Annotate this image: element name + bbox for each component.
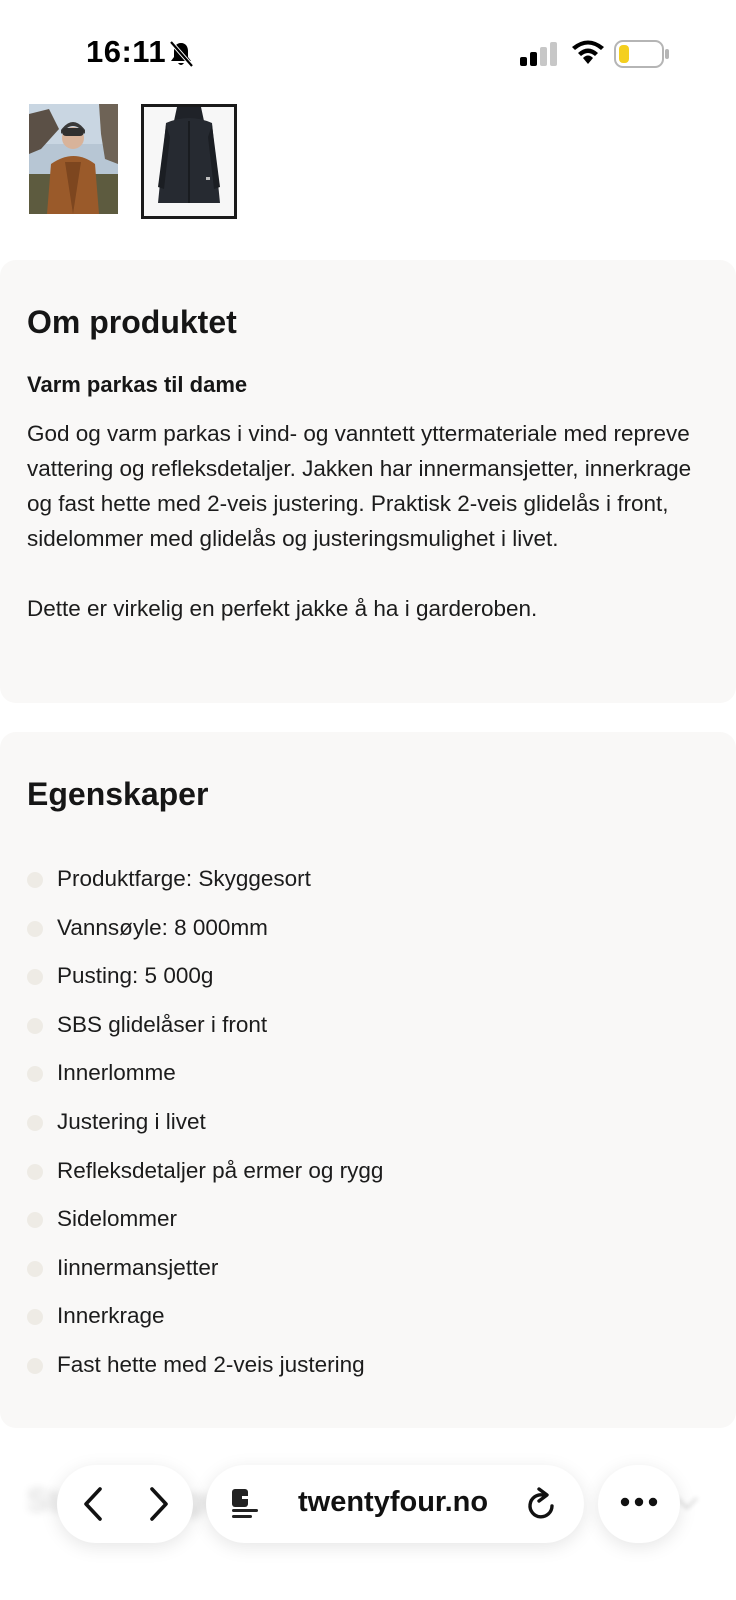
about-paragraph: Dette er virkelig en perfekt jakke å ha i garderoben.: [27, 596, 538, 621]
url-text[interactable]: twentyfour.no: [298, 1486, 489, 1518]
about-title: Om produktet: [27, 304, 237, 340]
bell-slash-icon: [168, 40, 194, 68]
more-icon[interactable]: [620, 1495, 658, 1509]
feature-text: Vannsøyle: 8 000mm: [57, 914, 268, 940]
reload-icon[interactable]: [524, 1485, 560, 1523]
black-parka-image: [144, 107, 234, 216]
feature-item: [27, 1252, 707, 1301]
bullet-icon: [27, 872, 43, 888]
about-paragraph: God og varm parkas i vind- og vanntett yttermateriale med repreve vattering og refleksdetaljer. Jakken har innermansjetter, innerkrage og fast hette med 2-veis justering. Praktisk 2-veis glidelås i front, sidelommer med glidelås og justeringsmulighet i livet.: [27, 421, 692, 551]
feature-item: [27, 1349, 707, 1398]
about-description: [27, 416, 717, 626]
page-menu-icon[interactable]: [228, 1487, 262, 1523]
feature-item: [27, 1155, 707, 1204]
thumbnail-product[interactable]: [141, 104, 237, 219]
feature-item: [27, 1009, 707, 1058]
bullet-icon: [27, 1212, 43, 1228]
battery-low-icon: [614, 40, 670, 68]
bullet-icon: [27, 1018, 43, 1034]
feature-text: Fast hette med 2-veis justering: [57, 1351, 365, 1377]
status-bar: [0, 0, 736, 100]
feature-item: [27, 1203, 707, 1252]
features-title: Egenskaper: [27, 776, 209, 812]
status-time: 16:11: [86, 34, 167, 69]
feature-text: Produktfarge: Skyggesort: [57, 866, 311, 891]
woman-in-parka-image: [29, 104, 118, 214]
bullet-icon: [27, 1309, 43, 1325]
feature-text: Innerlomme: [57, 1060, 176, 1086]
feature-item: [27, 960, 707, 1009]
bullet-icon: [27, 1358, 43, 1374]
chevron-left-icon: [80, 1486, 106, 1522]
bullet-icon: [27, 1261, 43, 1277]
about-subtitle: Varm parkas til dame: [27, 372, 248, 397]
bullet-icon: [27, 1164, 43, 1180]
feature-text: Iinnermansjetter: [57, 1254, 219, 1280]
feature-text: Pusting: 5 000g: [57, 963, 214, 989]
thumbnail-lifestyle[interactable]: [29, 104, 118, 214]
feature-text: Innerkrage: [57, 1303, 165, 1329]
bullet-icon: [27, 1115, 43, 1131]
feature-text: Justering i livet: [57, 1108, 206, 1134]
feature-item: [27, 1300, 707, 1349]
address-bar[interactable]: [206, 1465, 584, 1543]
feature-text: Sidelommer: [57, 1206, 178, 1232]
more-options-pill: [598, 1465, 680, 1543]
feature-item: [27, 1106, 707, 1155]
chevron-right-icon: [146, 1486, 172, 1522]
features-list: [27, 863, 707, 1398]
feature-item: [27, 863, 707, 912]
feature-item: [27, 912, 707, 961]
feature-text: Refleksdetaljer på ermer og rygg: [57, 1157, 384, 1183]
bullet-icon: [27, 921, 43, 937]
feature-text: SBS glidelåser i front: [57, 1011, 268, 1037]
wifi-icon: [571, 40, 605, 66]
navigation-pill: [57, 1465, 193, 1543]
image-thumbnails: [27, 104, 727, 220]
bullet-icon: [27, 1066, 43, 1082]
cellular-signal-icon: [520, 42, 558, 66]
bullet-icon: [27, 969, 43, 985]
feature-item: [27, 1057, 707, 1106]
back-button[interactable]: [73, 1484, 113, 1524]
forward-button[interactable]: [139, 1484, 179, 1524]
